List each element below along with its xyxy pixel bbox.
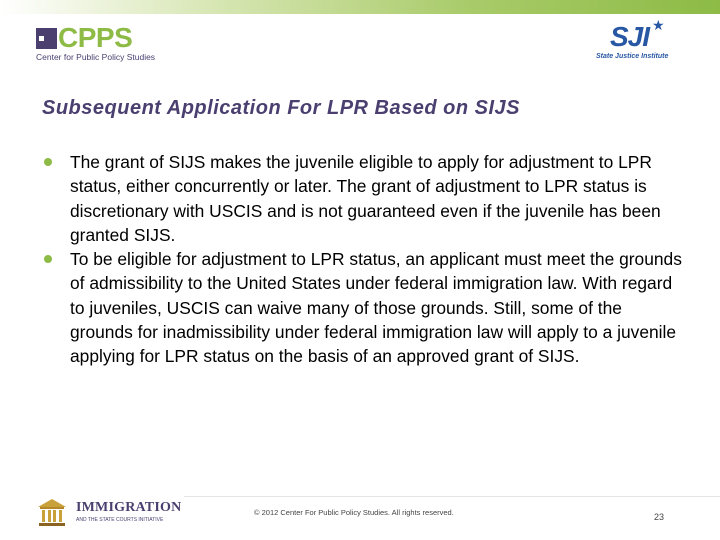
bullet-item (42, 150, 682, 247)
bullet-text: To be eligible for adjustment to LPR status, an applicant must meet the grounds of admissibility to the United States under federal immigration law. With regard to juveniles, USCIS can waive many of those grounds. Still, some of the grounds for inadmissibility under federal immigration law will apply to a juvenile applying for LPR status on the basis of an approved grant of SIJS. (70, 249, 682, 367)
slide-title: Subsequent Application For LPR Based on SIJS (42, 97, 520, 119)
cpps-logo-subtitle: Center for Public Policy Studies (36, 52, 156, 62)
bullet-text: The grant of SIJS makes the juvenile eligible to apply for adjustment to LPR status, either concurrently or later. The grant of adjustment to LPR status is discretionary with USCIS and is not guaranteed even if the juvenile has been granted SIJS. (70, 152, 661, 245)
sji-logo-subtitle: State Justice Institute (596, 53, 669, 60)
bullet-list (42, 150, 682, 369)
cpps-logo-square (36, 28, 57, 49)
bullet-item (42, 247, 682, 368)
sji-logo-mark: SJI (610, 21, 650, 52)
footer-divider (184, 496, 720, 497)
cpps-logo-letters: CPPS (58, 22, 133, 53)
page-number: 23 (654, 512, 665, 522)
top-gradient-bar (0, 0, 720, 14)
immigration-logo (36, 494, 181, 530)
cpps-logo (36, 22, 166, 64)
star-icon: ★ (652, 17, 665, 33)
courthouse-icon (36, 496, 68, 528)
bullet-dot-icon (44, 255, 52, 263)
copyright-text: © 2012 Center For Public Policy Studies. All rights reserved. (254, 508, 454, 517)
bullet-dot-icon (44, 158, 52, 166)
immigration-logo-word: IMMIGRATION (76, 500, 182, 515)
immigration-logo-subtitle: AND THE STATE COURTS INITIATIVE (76, 517, 164, 523)
sji-logo (594, 18, 684, 63)
